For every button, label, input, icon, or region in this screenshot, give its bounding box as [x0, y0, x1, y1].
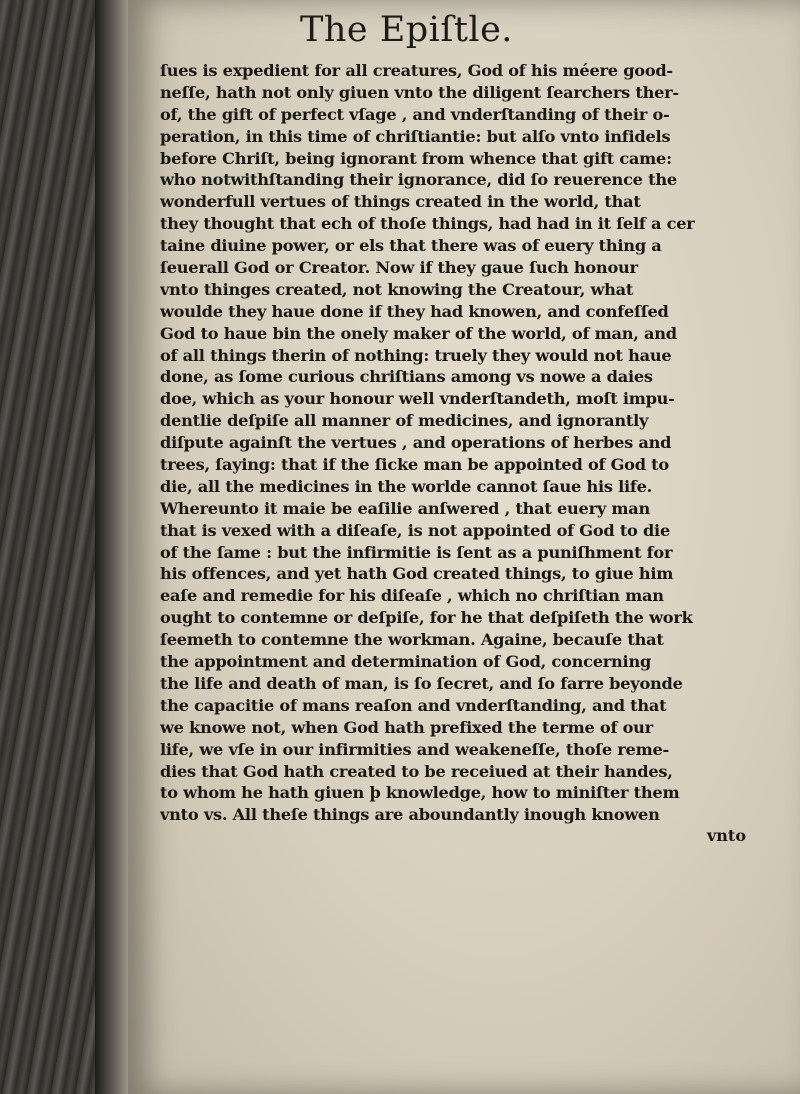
text-line: die, all the medicines in the worlde cannot ſaue his life. — [160, 476, 653, 496]
text-line: we knowe not, when God hath prefixed the terme of our — [160, 717, 653, 737]
text-line: of the ſame : but the infirmitie is ſent as a puniſhment for — [160, 542, 673, 562]
body-text — [160, 60, 785, 826]
text-line: vnto thinges created, not knowing the Creatour, what — [160, 279, 634, 299]
text-line: woulde they haue done if they had knowen, and confeſſed — [160, 301, 669, 321]
text-line: of, the gift of perfect vſage , and vnderſtanding of their o- — [160, 104, 670, 124]
text-line: ſeuerall God or Creator. Now if they gaue ſuch honour — [160, 258, 638, 278]
text-line: trees, ſaying: that if the ſicke man be appointed of God to — [160, 455, 669, 475]
text-line: ſeemeth to contemne the workman. Againe, becauſe that — [160, 630, 664, 650]
catchword: vnto — [707, 826, 746, 845]
text-line: dentlie deſpiſe all manner of medicines, and ignorantly — [160, 411, 649, 431]
text-line: before Chriſt, being ignorant from whence that gift came: — [160, 148, 672, 168]
text-line: ought to contemne or deſpiſe, for he that deſpiſeth the work — [160, 608, 693, 628]
text-line: done, as ſome curious chriſtians among vs nowe a daies — [160, 367, 653, 387]
text-line: that is vexed with a diſeaſe, is not appointed of God to die — [160, 520, 670, 540]
text-line: his offences, and yet hath God created things, to giue him — [160, 564, 674, 584]
text-line: who notwithſtanding their ignorance, did ſo reuerence the — [160, 170, 677, 190]
text-line: peration, in this time of chriſtiantie: but alſo vnto infidels — [160, 126, 671, 146]
text-line: the capacitie of mans reaſon and vnderſtanding, and that — [160, 695, 667, 715]
text-line: eaſe and remedie for his diſeaſe , which no chriſtian man — [160, 586, 664, 606]
text-line: doe, which as your honour well vnderſtandeth, moſt impu- — [160, 389, 675, 409]
text-line: dies that God hath created to be receiued at their handes, — [160, 761, 673, 781]
text-line: diſpute againſt the vertues , and operations of herbes and — [160, 433, 672, 453]
text-line: to whom he hath giuen þ knowledge, how to miniſter them — [160, 783, 680, 803]
text-line: the appointment and determination of God, concerning — [160, 652, 652, 672]
text-line: they thought that ech of thoſe things, had had in it ſelf a cer — [160, 214, 695, 234]
text-line: vnto vs. All theſe things are aboundantly inough knowen — [160, 805, 660, 825]
text-line: ſues is expedient for all creatures, God of his méere good- — [160, 61, 673, 80]
text-line: Whereunto it maie be eaſilie anſwered , that euery man — [160, 498, 651, 518]
text-line: life, we vſe in our infirmities and weakeneſſe, thoſe reme- — [160, 739, 669, 759]
running-head: The Epiſtle. — [300, 10, 513, 50]
text-line: God to haue bin the onely maker of the world, of man, and — [160, 323, 677, 343]
text-line: neſſe, hath not only giuen vnto the diligent ſearchers ther- — [160, 82, 679, 102]
text-line: taine diuine power, or els that there was of euery thing a — [160, 236, 662, 256]
text-line: of all things therin of nothing: truely they would not haue — [160, 345, 672, 365]
text-line: wonderfull vertues of things created in the world, that — [160, 192, 641, 212]
text-line: the life and death of man, is ſo ſecret, and ſo farre beyonde — [160, 673, 683, 693]
